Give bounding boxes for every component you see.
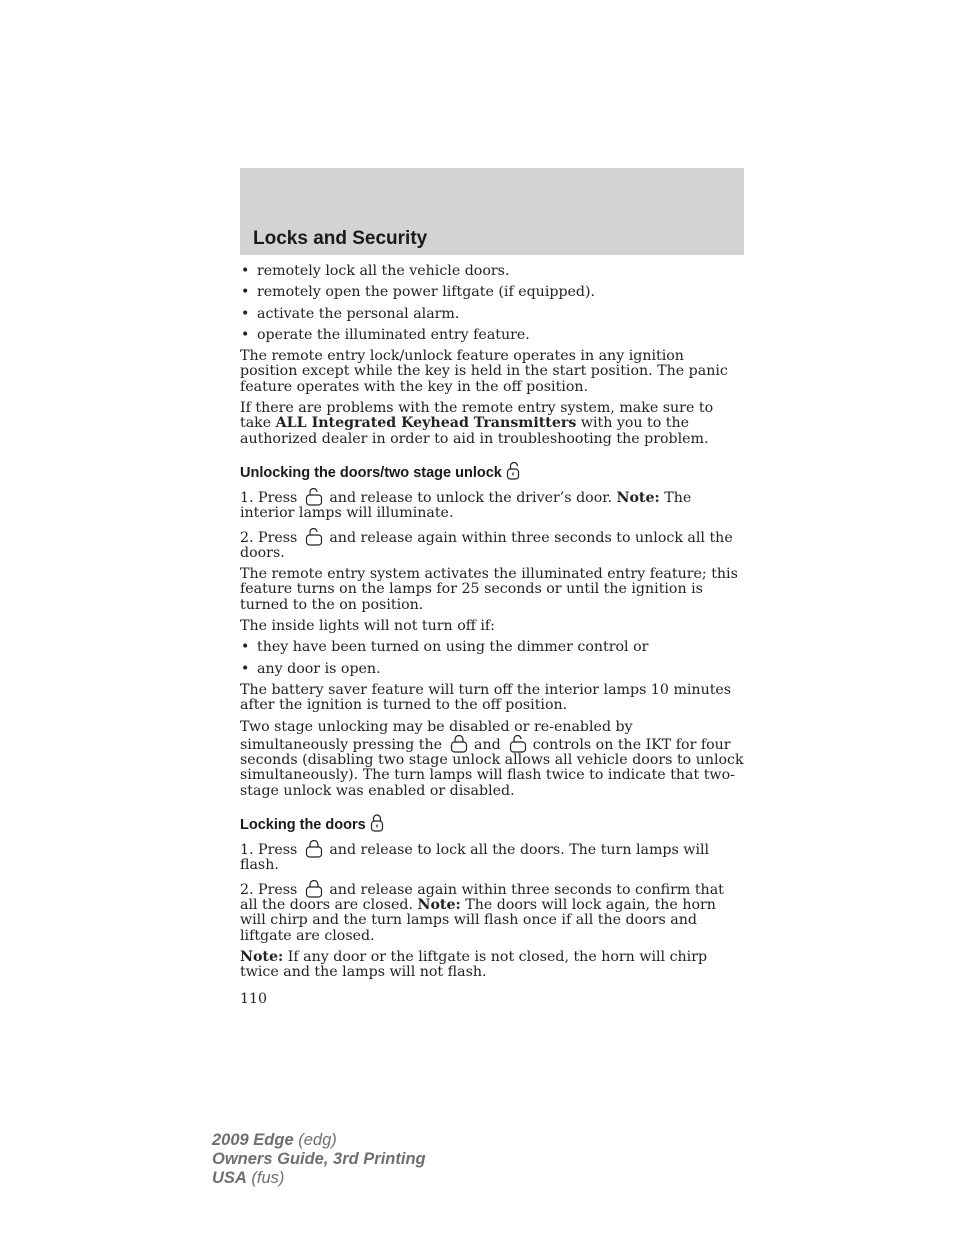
lock-note	[240, 950, 745, 981]
battery-saver-paragraph: The battery saver feature will turn off the interior lamps 10 minutes after the ignition is turned to the off position.	[240, 681, 732, 714]
page-number: 110	[240, 991, 268, 1008]
list-item	[240, 328, 745, 343]
document-footer	[212, 1131, 426, 1188]
list-item-text: activate the personal alarm.	[257, 305, 460, 322]
unlock-icon	[506, 461, 522, 481]
footer-market: USA	[212, 1169, 247, 1187]
unlock-icon	[305, 488, 323, 506]
unlock-heading	[240, 461, 745, 482]
footer-line-1	[212, 1131, 426, 1150]
lock-step-1	[240, 840, 745, 874]
paragraph-text: with you to the authorized dealer in order to aid in troubleshooting the problem.	[240, 415, 709, 447]
footer-line-3	[212, 1169, 426, 1188]
troubleshooting-paragraph	[240, 401, 745, 447]
bullet-marker: •	[241, 284, 250, 301]
step-text: and release to unlock the driver’s door.	[329, 489, 617, 506]
page-content	[240, 264, 745, 1008]
list-item-text: any door is open.	[257, 660, 381, 677]
inside-lights-paragraph: The inside lights will not turn off if:	[240, 618, 495, 635]
lock-step-2	[240, 880, 745, 944]
footer-market-code: (fus)	[246, 1169, 285, 1187]
remote-entry-paragraph: The remote entry lock/unlock feature operates in any ignition position except while the key is held in the start position. The panic feature operates with the key in the off position.	[240, 348, 728, 395]
lock-icon	[305, 880, 323, 898]
unlock-step-2	[240, 528, 745, 562]
lock-icon	[370, 813, 384, 833]
paragraph-text: Two stage unlocking may be disabled or re-enabled by simultaneously pressing the	[240, 718, 633, 753]
footer-model-code: (edg)	[293, 1131, 337, 1149]
lock-icon	[450, 735, 468, 753]
footer-line-2: Owners Guide, 3rd Printing	[212, 1150, 426, 1168]
unlock-icon	[305, 528, 323, 546]
two-stage-paragraph	[240, 720, 745, 799]
list-item-text: remotely lock all the vehicle doors.	[257, 263, 510, 279]
note-label: Note:	[417, 896, 461, 913]
section-title: Locks and Security	[253, 228, 428, 249]
emphasis-text: ALL Integrated Keyhead Transmitters	[275, 415, 577, 432]
step-text: 1. Press	[240, 489, 298, 506]
heading-text: Unlocking the doors/two stage unlock	[240, 464, 502, 481]
list-item	[240, 662, 745, 677]
list-item	[240, 640, 745, 655]
lock-heading	[240, 813, 745, 834]
note-text: The doors will lock again, the horn will chirp and the turn lamps will flash once if all the doors and liftgate are closed.	[240, 896, 716, 944]
bullet-marker: •	[241, 660, 250, 677]
section-header-band	[240, 168, 744, 255]
footer-model: 2009 Edge	[212, 1131, 294, 1149]
paragraph-text: controls on the IKT for four seconds (disabling two stage unlock allows all vehicle doors to unlock simultaneously). The turn lamps will flash twice to indicate that two-stage unlock was enabled or disabled.	[240, 736, 744, 799]
note-text: The interior lamps will illuminate.	[240, 489, 692, 522]
step-text: 2. Press	[240, 881, 298, 898]
paragraph-text: and	[474, 736, 501, 753]
bullet-marker: •	[241, 263, 250, 279]
step-text: and release to lock all the doors. The turn lamps will flash.	[240, 842, 710, 874]
list-item	[240, 307, 745, 322]
paragraph-text: If there are problems with the remote entry system, make sure to take	[240, 400, 714, 432]
list-item	[240, 285, 745, 300]
unlock-step-1	[240, 488, 745, 522]
step-text: 1. Press	[240, 842, 298, 859]
intro-bullet-list	[240, 264, 745, 343]
bullet-marker: •	[241, 326, 250, 343]
lock-icon	[305, 840, 323, 858]
list-item-text: they have been turned on using the dimmer control or	[257, 639, 649, 656]
illuminated-entry-paragraph: The remote entry system activates the illuminated entry feature; this feature turns on the lamps for 25 seconds or until the ignition is turned to the on position.	[240, 566, 738, 613]
note-label: Note:	[240, 948, 284, 965]
note-label: Note:	[616, 489, 660, 506]
list-item-text: operate the illuminated entry feature.	[257, 326, 530, 343]
step-text: and release again within three seconds to unlock all the doors.	[240, 529, 733, 561]
list-item-text: remotely open the power liftgate (if equipped).	[257, 284, 596, 301]
list-item	[240, 264, 745, 279]
bullet-marker: •	[241, 305, 250, 322]
inside-lights-bullet-list	[240, 640, 745, 677]
heading-text: Locking the doors	[240, 817, 366, 834]
step-text: and release again within three seconds to confirm that all the doors are closed.	[240, 881, 724, 913]
unlock-icon	[509, 735, 527, 753]
note-text: If any door or the liftgate is not closed, the horn will chirp twice and the lamps will not flash.	[240, 948, 708, 981]
bullet-marker: •	[241, 639, 250, 656]
step-text: 2. Press	[240, 529, 298, 546]
